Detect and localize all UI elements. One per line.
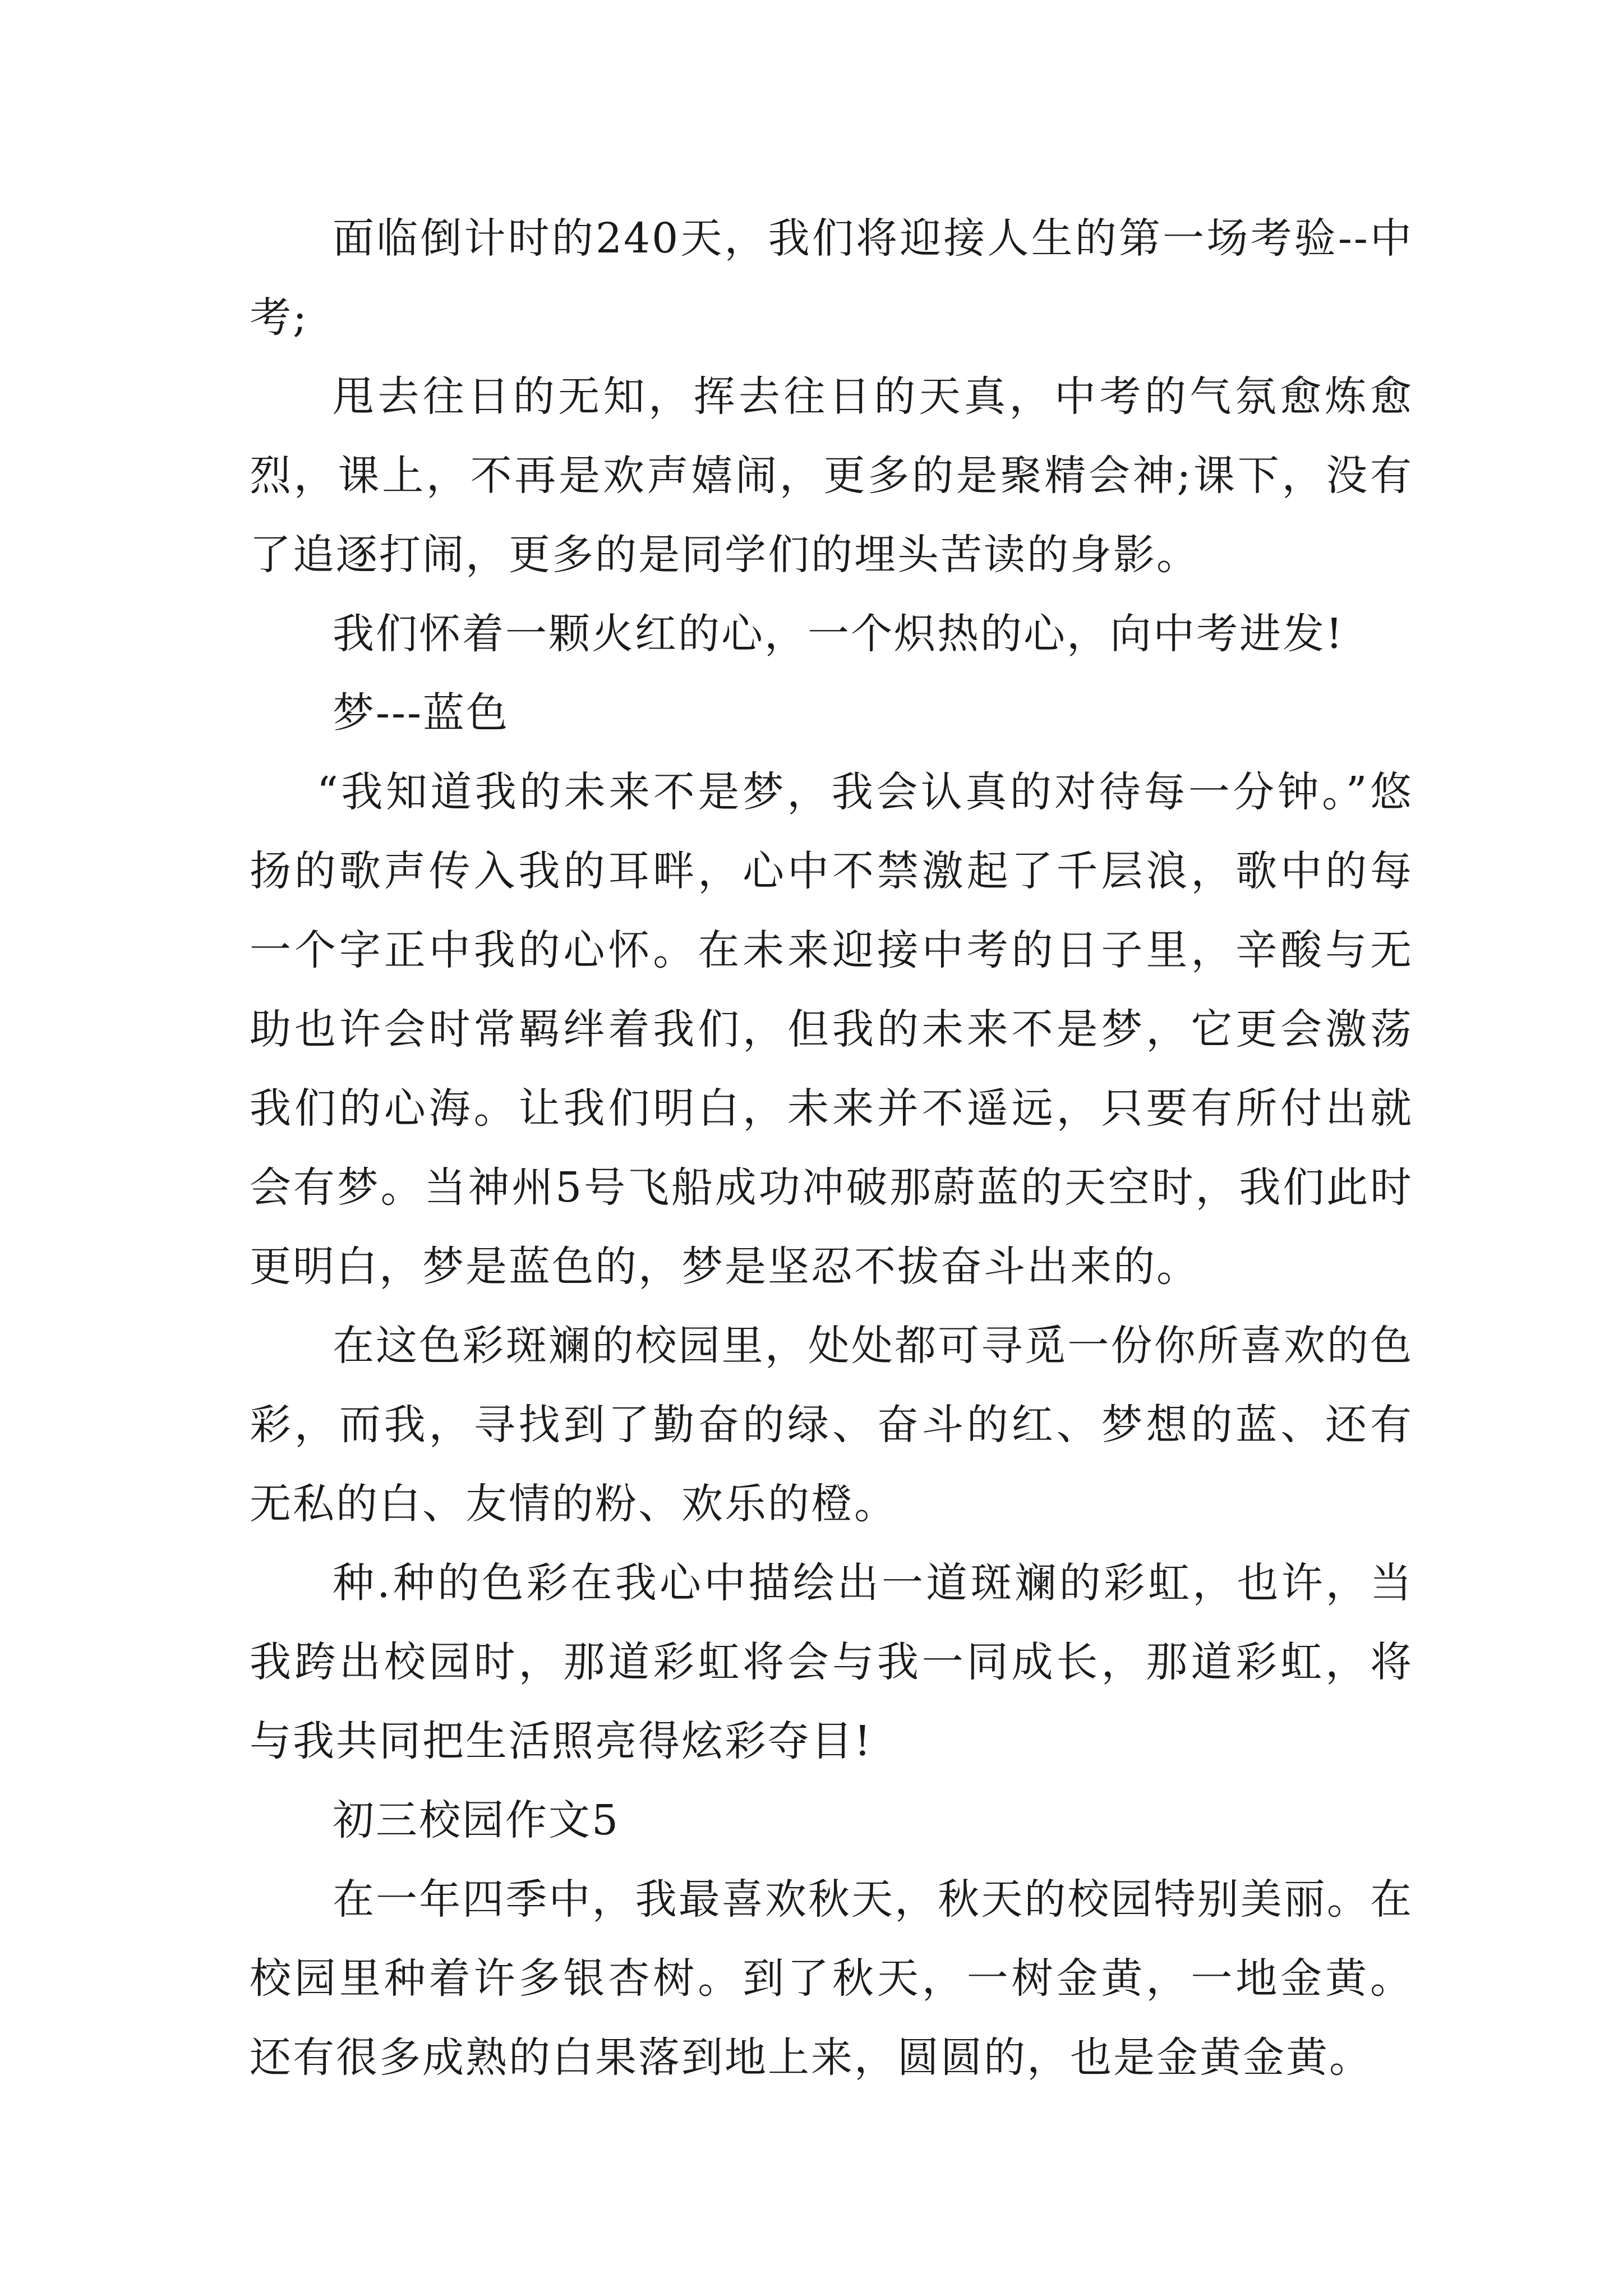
paragraph: “我知道我的未来不是梦，我会认真的对待每一分钟。”悠扬的歌声传入我的耳畔，心中不禁激起了千层浪，歌中的每一个字正中我的心怀。在未来迎接中考的日子里，辛酸与无助也许会时常羁绊着我们，但我的未来不是梦，它更会激荡我们的心海。让我们明白，未来并不遥远，只要有所付出就会有梦。当神州5号飞船成功冲破那蔚蓝的天空时，我们此时更明白，梦是蓝色的，梦是坚忍不拔奋斗出来的。 (250, 768, 1413, 1291)
section-heading: 初三校园作文5 (333, 1796, 620, 1844)
paragraph: 我们怀着一颗火红的心，一个炽热的心，向中考进发! (333, 610, 1344, 658)
document-body (250, 199, 1413, 2097)
section-heading: 梦---蓝色 (333, 689, 510, 737)
paragraph: 甩去往日的无知，挥去往日的天真，中考的气氛愈炼愈烈，课上，不再是欢声嬉闹，更多的是聚精会神;课下，没有了追逐打闹，更多的是同学们的埋头苦读的身影。 (250, 372, 1413, 579)
paragraph: 面临倒计时的240天，我们将迎接人生的第一场考验--中考; (250, 214, 1413, 342)
paragraph: 在一年四季中，我最喜欢秋天，秋天的校园特别美丽。在校园里种着许多银杏树。到了秋天，一树金黄，一地金黄。还有很多成熟的白果落到地上来，圆圆的，也是金黄金黄。 (250, 1875, 1413, 2082)
paragraph: 在这色彩斑斓的校园里，处处都可寻觅一份你所喜欢的色彩，而我，寻找到了勤奋的绿、奋斗的红、梦想的蓝、还有无私的白、友情的粉、欢乐的橙。 (250, 1322, 1413, 1528)
paragraph: 种.种的色彩在我心中描绘出一道斑斓的彩虹，也许，当我跨出校园时，那道彩虹将会与我一同成长，那道彩虹，将与我共同把生活照亮得炫彩夺目! (250, 1559, 1413, 1765)
